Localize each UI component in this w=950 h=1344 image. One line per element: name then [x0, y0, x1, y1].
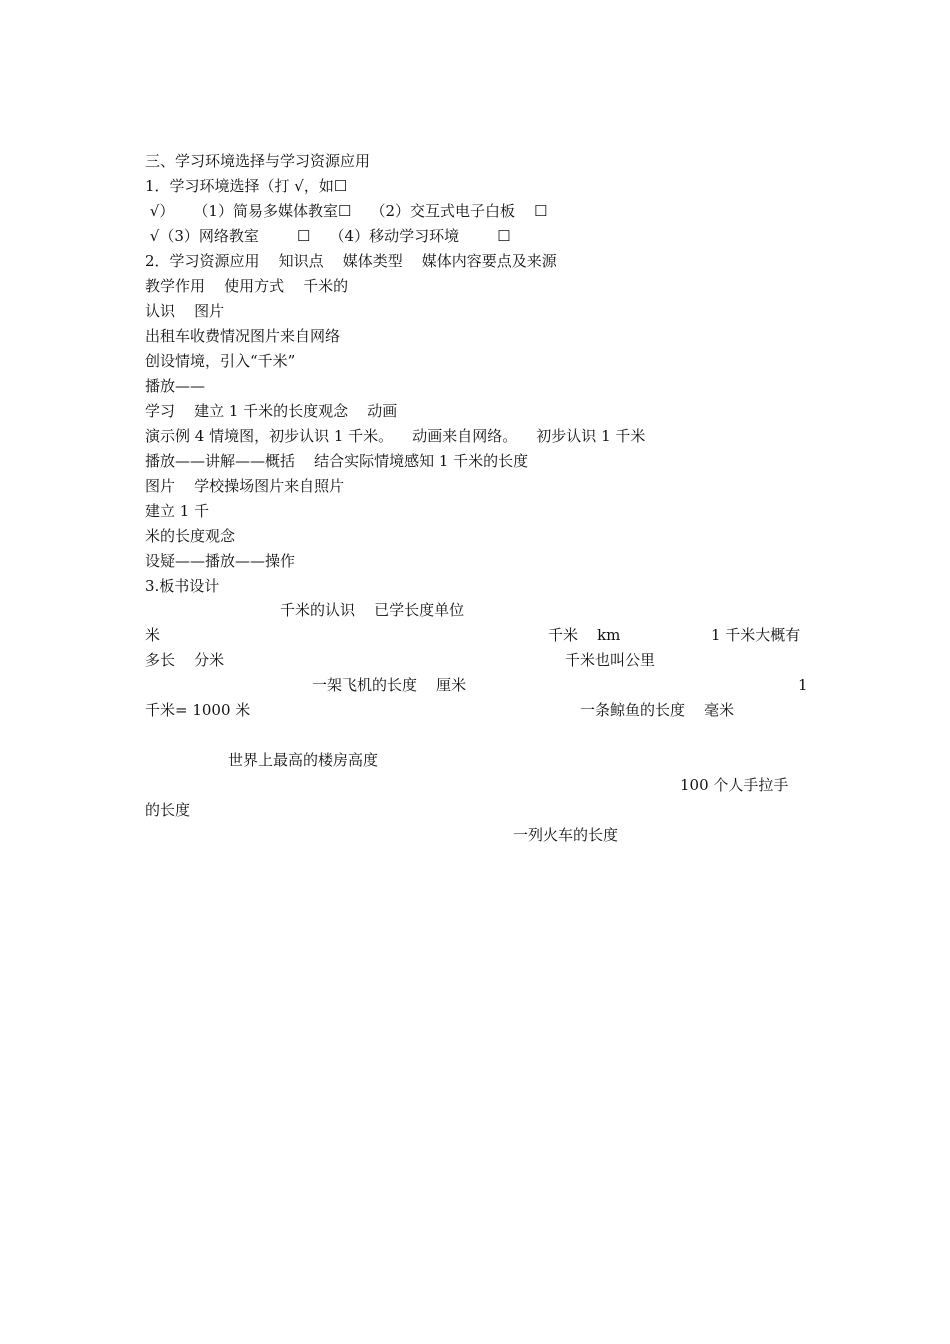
- resource-line: 图片 学校操场图片来自照片: [145, 477, 345, 495]
- section-heading: 三、学习环境选择与学习资源应用: [145, 152, 371, 170]
- resource-line: 教学作用 使用方式 千米的: [145, 277, 349, 295]
- board-text: 一架飞机的长度 厘米: [312, 676, 467, 694]
- resource-line: 认识 图片: [145, 302, 225, 320]
- board-text: 一列火车的长度: [513, 826, 619, 844]
- board-text: 千米也叫公里: [565, 651, 656, 669]
- env-selection-title: 1．学习环境选择（打 √，如☐: [145, 177, 348, 195]
- resource-title: 2．学习资源应用 知识点 媒体类型 媒体内容要点及来源: [145, 252, 557, 270]
- resource-line: 米的长度观念: [145, 527, 236, 545]
- resource-line: 播放——: [145, 377, 206, 395]
- resource-line: 播放——讲解——概括 结合实际情境感知 1 千米的长度: [145, 452, 529, 470]
- board-text: 千米 km: [548, 626, 621, 644]
- board-text: 千米的认识 已学长度单位: [280, 601, 465, 619]
- env-options-line-1: √） （1）简易多媒体教室☐ （2）交互式电子白板 ☐: [145, 202, 548, 220]
- board-text: 100 个人手拉手: [680, 776, 789, 794]
- resource-line: 演示例 4 情境图，初步认识 1 千米。 动画来自网络。 初步认识 1 千米: [145, 427, 646, 445]
- board-text: 1: [798, 676, 808, 694]
- env-options-line-2: √（3）网络教室 ☐ （4）移动学习环境 ☐: [145, 227, 511, 245]
- board-text: 千米= 1000 米: [145, 701, 251, 719]
- board-text: 1 千米大概有: [711, 626, 801, 644]
- board-design-title: 3.板书设计: [145, 577, 220, 595]
- resource-line: 创设情境，引入“千米”: [145, 352, 296, 370]
- board-text: 一条鲸鱼的长度 毫米: [580, 701, 735, 719]
- resource-line: 设疑——播放——操作: [145, 552, 296, 570]
- board-text: 米: [145, 626, 161, 644]
- board-text: 多长 分米: [145, 651, 225, 669]
- resource-line: 出租车收费情况图片来自网络: [145, 327, 341, 345]
- resource-line: 学习 建立 1 千米的长度观念 动画: [145, 402, 398, 420]
- board-text: 世界上最高的楼房高度: [228, 751, 379, 769]
- board-text: 的长度: [145, 801, 191, 819]
- resource-line: 建立 1 千: [145, 502, 210, 520]
